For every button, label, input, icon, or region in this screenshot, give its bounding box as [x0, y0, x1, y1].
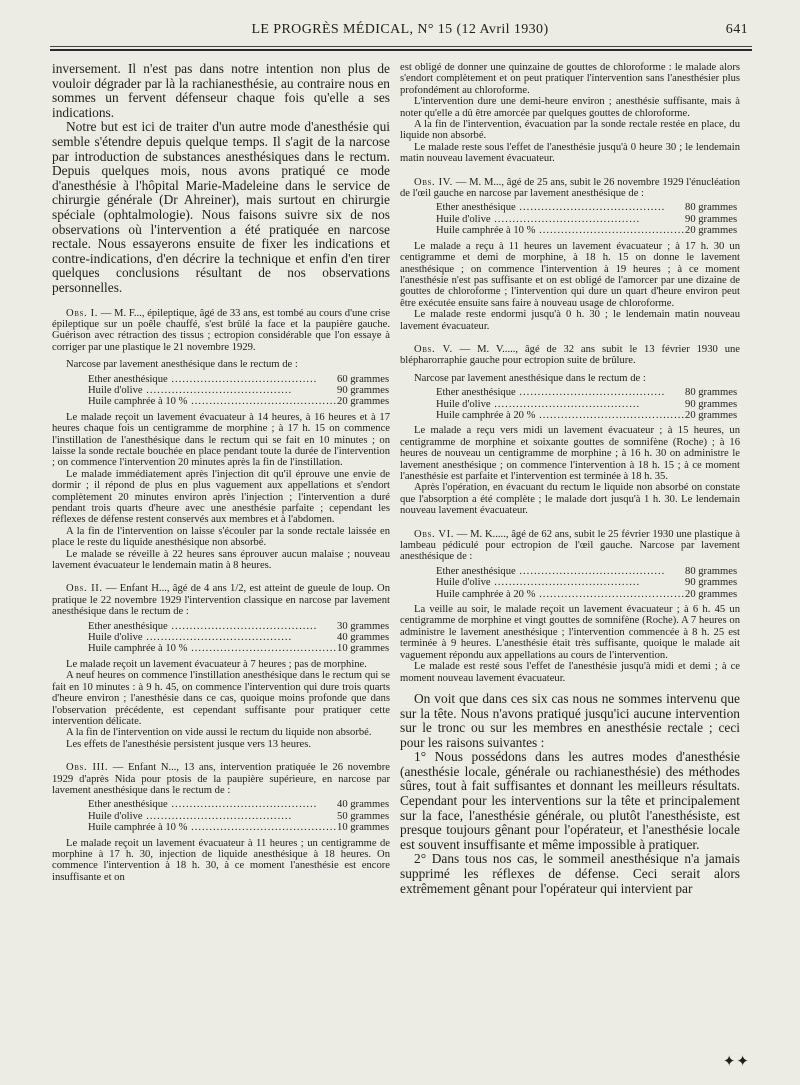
- dose: 40 grammes: [337, 632, 390, 644]
- recipe-table: [88, 799, 389, 833]
- ingredient: Huile camphrée à 10 % .....: [88, 396, 337, 407]
- ingredient: Huile d'olive .....: [436, 214, 685, 225]
- dose: 20 grammes: [337, 396, 390, 408]
- obs-label: Obs. I.: [66, 307, 98, 319]
- dose: 10 grammes: [337, 643, 390, 655]
- obs-label: Obs. V.: [414, 343, 453, 355]
- recipe-row: [88, 385, 389, 396]
- dose: 80 grammes: [685, 202, 738, 214]
- recipe-row: [436, 577, 737, 588]
- header-rule: [50, 46, 752, 47]
- dose: 90 grammes: [685, 398, 738, 410]
- obs-label: Obs. II.: [66, 583, 103, 595]
- obs-paragraph: Le malade immédiatement après l'injection dit qu'il éprouve une envie de dormir ; il répond de plus en plus vaguement aux appellations et s'endort complètement 20 minutes environ après l'injection ; l'intervention a duré pendant trois quarts d'heure avec une anesthésie parfaite ; cependant les réflexes de défense restent conservés aux membres et à l'abdomen.: [52, 468, 390, 526]
- recipe-table: [88, 374, 389, 408]
- obs-paragraph: La veille au soir, le malade reçoit un lavement évacuateur ; à 6 h. 45 un centigramme de morphine et vingt gouttes de somnifène (Roche). A 7 heures on administre le lavement anesthésique ; l'intervention commencée à 8 h. 25 est terminée à 9 heures. L'anesthésie était très suffisante, quoique le malade ait vaguement répondu aux appellations au cours de l'intervention.: [400, 604, 740, 661]
- obs-paragraph: Le malade reçoit un lavement évacuateur à 7 heures ; pas de morphine.: [66, 658, 367, 670]
- ingredient: Ether anesthésique .....: [436, 387, 685, 398]
- obs-paragraph: Le malade reçoit un lavement évacuateur à 14 heures, à 16 heures et à 17 heures chaque fois un centigramme de morphine ; à 17 h. 15 on commence l'instillation de l'anesthésique dans le rectum qui se fait en 10 minutes ; on laisse la sonde rectale bouchée en place pendant toute la durée de l'intervention ; on commence l'intervention 20 minutes après la fin de l'instillation.: [52, 411, 390, 469]
- obs-paragraph: Les effets de l'anesthésie persistent jusque vers 13 heures.: [66, 738, 312, 750]
- recipe-row: [88, 643, 389, 654]
- ingredient: Huile camphrée à 10 % .....: [88, 822, 337, 833]
- dose: 10 grammes: [337, 822, 390, 834]
- obs-paragraph: est obligé de donner une quinzaine de gouttes de chloroforme : le malade alors s'endort complètement et on peut pratiquer l'intervention sans l'anesthésier plus profondément au chloroforme.: [400, 62, 740, 96]
- intro-paragraph: Notre but est ici de traiter d'un autre mode d'anesthésie qui semble s'étendre depuis quelque temps. Il s'agit de la narcose par introduction de substances anesthésiques dans le rectum. Depuis quelques mois, nous avons pratiqué ce mode d'anesthésie à l'hôpital Marie-Madeleine dans le service de chirurgie générale (Dr Ahreiner), mais surtout en chirurgie spéciale (ophtalmologie). Nous faisons suivre six de nos observations où l'intervention a été pratiquée en narcose rectale. Nous essayerons ensuite de fixer les indications et contre-indications, d'en décrire la technique et enfin d'en tirer quelques conclusions résultant de nos observations personnelles.: [52, 119, 390, 295]
- recipe-row: [88, 799, 389, 810]
- observation-heading: [400, 344, 740, 367]
- dose: 90 grammes: [337, 384, 390, 396]
- recipe-table: [436, 202, 737, 236]
- dose: 80 grammes: [685, 387, 738, 399]
- ingredient: Ether anesthésique .....: [88, 621, 337, 632]
- observation-heading: [52, 308, 390, 354]
- ingredient: Huile d'olive .....: [88, 385, 337, 396]
- recipe-table: [88, 621, 389, 655]
- ingredient: Huile d'olive .....: [436, 399, 685, 410]
- dose: 20 grammes: [685, 409, 738, 421]
- recipe-row: [436, 202, 737, 213]
- left-column: [52, 62, 390, 1067]
- header-rule-thick: [50, 49, 752, 51]
- ingredient: Ether anesthésique .....: [436, 566, 685, 577]
- dose: 80 grammes: [685, 565, 738, 577]
- recipe-row: [436, 387, 737, 398]
- continuation-ornament: ✦✦: [722, 1054, 750, 1070]
- obs-paragraph: A la fin de l'intervention on laisse s'écouler par la sonde rectale laissée en place le reste du liquide anesthésique non absorbé.: [52, 525, 390, 549]
- obs-paragraph: L'intervention dure une demi-heure environ ; anesthésie suffisante, mais à noter qu'elle a dû être amorcée par quelques gouttes de chloroforme.: [400, 96, 740, 119]
- observation-heading: [52, 762, 390, 796]
- ingredient: Huile camphrée à 20 % .....: [436, 589, 685, 600]
- recipe-table: [436, 387, 737, 421]
- dose: 20 grammes: [685, 225, 738, 237]
- recipe-row: [436, 399, 737, 410]
- ingredient: Huile d'olive .....: [88, 632, 337, 643]
- dose: 40 grammes: [337, 799, 390, 811]
- conclusion-paragraph: On voit que dans ces six cas nous ne sommes intervenu que sur la tête. Nous n'avons pratiqué jusqu'ici aucune intervention sur le tronc ou sur les membres en anesthésie rectale ; ceci pour les raisons suivantes :: [400, 690, 740, 750]
- recipe-row: [436, 214, 737, 225]
- obs-paragraph: Le malade se réveille à 22 heures sans éprouver aucun malaise ; nouveau lavement évacuateur le lendemain matin à 8 heures.: [52, 548, 390, 572]
- obs-paragraph: Après l'opération, en évacuant du rectum le liquide non absorbé on constate que l'absorption a été complète ; le malade dort jusqu'à 1 h. 30. Le lendemain nouveau lavement évacuateur.: [400, 482, 740, 517]
- obs-paragraph: Le malade reste endormi jusqu'à 0 h. 30 ; le lendemain matin nouveau lavement évacuateur.: [400, 309, 740, 332]
- dose: 90 grammes: [685, 213, 738, 225]
- obs-paragraph: A la fin de l'intervention on vide aussi le rectum du liquide non absorbé.: [66, 727, 372, 739]
- ingredient: Ether anesthésique .....: [88, 374, 337, 385]
- obs-label: Obs. IV.: [414, 176, 453, 188]
- dose: 90 grammes: [685, 577, 738, 589]
- ingredient: Ether anesthésique .....: [436, 202, 685, 213]
- right-column: [400, 62, 740, 1067]
- dose: 20 grammes: [685, 588, 738, 600]
- observation-heading: [52, 583, 390, 617]
- recipe-row: [88, 632, 389, 643]
- obs-text: — M. M..., âgé de 25 ans, subit le 26 novembre 1929 l'énucléation de l'œil gauche en narcose par lavement anesthésique de :: [400, 176, 740, 200]
- dose: 50 grammes: [337, 810, 390, 822]
- recipe-table: [436, 566, 737, 600]
- ingredient: Ether anesthésique .....: [88, 799, 337, 810]
- obs-label: Obs. III.: [66, 762, 109, 774]
- obs-text: — M. F..., épileptique, âgé de 33 ans, est tombé au cours d'une crise épileptique sur un poêle chauffé, s'est brûlé la face et la paupière gauche. Guérison avec rétraction des tissus ; ectropion considérable que l'on essaye à corriger par une plastique le 21 novembre 1929.: [52, 307, 390, 353]
- conclusion-paragraph: 1° Nous possédons dans les autres modes d'anesthésie (anesthésie locale, générale ou rachianesthésie) des méthodes sûres, tout à fait suffisantes et donnant les meilleurs résultats. Cependant pour les interventions sur la tête et principalement sur la face, l'anesthésie générale, ou plutôt l'anesthésiste, est presque toujours gênant pour l'opérateur, et l'anesthésie locale est souvent insuffisante et même impossible à pratiquer.: [400, 749, 740, 852]
- obs-label: Obs. VI.: [414, 528, 455, 540]
- ingredient: Huile camphrée à 10 % .....: [88, 643, 337, 654]
- obs-text: — M. K....., âgé de 62 ans, subit le 25 février 1930 une plastique à lambeau pédiculé pour ectropion de l'œil gauche. Narcose par lavement anesthésique de :: [400, 528, 740, 563]
- dose: 60 grammes: [337, 373, 390, 385]
- recipe-row: [88, 811, 389, 822]
- running-title: LE PROGRÈS MÉDICAL, N° 15 (12 Avril 1930): [251, 22, 549, 37]
- obs-paragraph: Le malade est resté sous l'effet de l'anesthésie jusqu'à midi et demi ; à ce moment nouveau lavement évacuateur.: [400, 661, 740, 684]
- obs-paragraph: Le malade a reçu vers midi un lavement évacuateur ; à 15 heures, un centigramme de morphine et soixante gouttes de somnifène (Roche) ; à 16 heures de nouveau un centigramme de morphine ; à 16 h. 30 on administre le lavement anesthésique ; on commence l'intervention à 18 h. 15 ; à ce moment l'anesthésie est parfaite et l'intervention est terminée à 18 h. 35.: [400, 425, 740, 482]
- recipe-row: [88, 374, 389, 385]
- conclusion-paragraph: 2° Dans tous nos cas, le sommeil anesthésique n'a jamais supprimé les réflexes de défense. Ceci serait alors extrêmement gênant pour l'opérateur qui intervient par: [400, 851, 740, 896]
- obs-paragraph: Le malade reçoit un lavement évacuateur à 11 heures ; un centigramme de morphine à 17 h. 30, injection de liquide anesthésique à 18 heures. On commence l'intervention à 18 h. 30, à ce moment l'anesthésie est encore insuffisante et on: [52, 837, 390, 883]
- recipe-row: [88, 396, 389, 407]
- obs-paragraph: A la fin de l'intervention, évacuation par la sonde rectale restée en place, du liquide non absorbé.: [400, 119, 740, 142]
- dose: 30 grammes: [337, 620, 390, 632]
- narcose-line: Narcose par lavement anesthésique dans le rectum de :: [414, 372, 646, 384]
- obs-paragraph: A neuf heures on commence l'instillation anesthésique dans le rectum qui se fait en 10 minutes : à 9 h. 45, on commence l'intervention qui dure trois quarts d'heure environ ; l'anesthésie dans ce cas, quoique moins profonde que dans l'observation précédente, est cependant suffisante pour pratiquer cette intervention délicate.: [52, 670, 390, 727]
- recipe-row: [436, 566, 737, 577]
- obs-text: — Enfant H..., âgé de 4 ans 1/2, est atteint de gueule de loup. On pratique le 22 novembre 1929 l'intervention classique en narcose par lavement anesthésique dans le rectum de :: [52, 583, 390, 618]
- ingredient: Huile d'olive .....: [88, 811, 337, 822]
- ingredient: Huile camphrée à 10 % .....: [436, 225, 685, 236]
- obs-text: — M. V....., âgé de 32 ans subit le 13 février 1930 une blépharorraphie gauche pour ectropion suite de brûlure.: [400, 343, 740, 367]
- recipe-row: [88, 621, 389, 632]
- obs-paragraph: Le malade a reçu à 11 heures un lavement évacuateur ; à 17 h. 30 un centigramme et demi de morphine, à 18 h. 15 on donne le lavement anesthésique ; on commence l'intervention à 19 heures ; à ce moment l'anesthésie n'est pas suffisante et on est obligé de l'amorcer par une dizaine de gouttes de chloroforme ; l'intervention qui dure un quart d'heure environ peut être exécutée ensuite sans faire à nouveau usage de chloroforme.: [400, 240, 740, 309]
- recipe-row: [436, 225, 737, 236]
- ingredient: Huile d'olive .....: [436, 577, 685, 588]
- page-number: 641: [725, 22, 748, 37]
- recipe-row: [436, 589, 737, 600]
- intro-paragraph: inversement. Il n'est pas dans notre intention non plus de vouloir dégrader par là la rachianesthésie, au contraire nous en sommes un fervent défenseur chaque fois qu'elle a ses indications.: [52, 62, 390, 120]
- ingredient: Huile camphrée à 20 % .....: [436, 410, 685, 421]
- observation-heading: [400, 177, 740, 200]
- observation-heading: [400, 529, 740, 563]
- recipe-row: [88, 822, 389, 833]
- page-header: [52, 22, 748, 46]
- recipe-row: [436, 410, 737, 421]
- narcose-line: Narcose par lavement anesthésique dans le rectum de :: [66, 359, 298, 371]
- obs-paragraph: Le malade reste sous l'effet de l'anesthésie jusqu'à 0 heure 30 ; le lendemain matin nouveau lavement évacuateur.: [400, 141, 740, 165]
- obs-text: — Enfant N..., 13 ans, intervention pratiquée le 26 novembre 1929 d'après Nida pour ptosis de la paupière supérieure, en narcose par lavement anesthésique dans le rectum de :: [52, 762, 390, 796]
